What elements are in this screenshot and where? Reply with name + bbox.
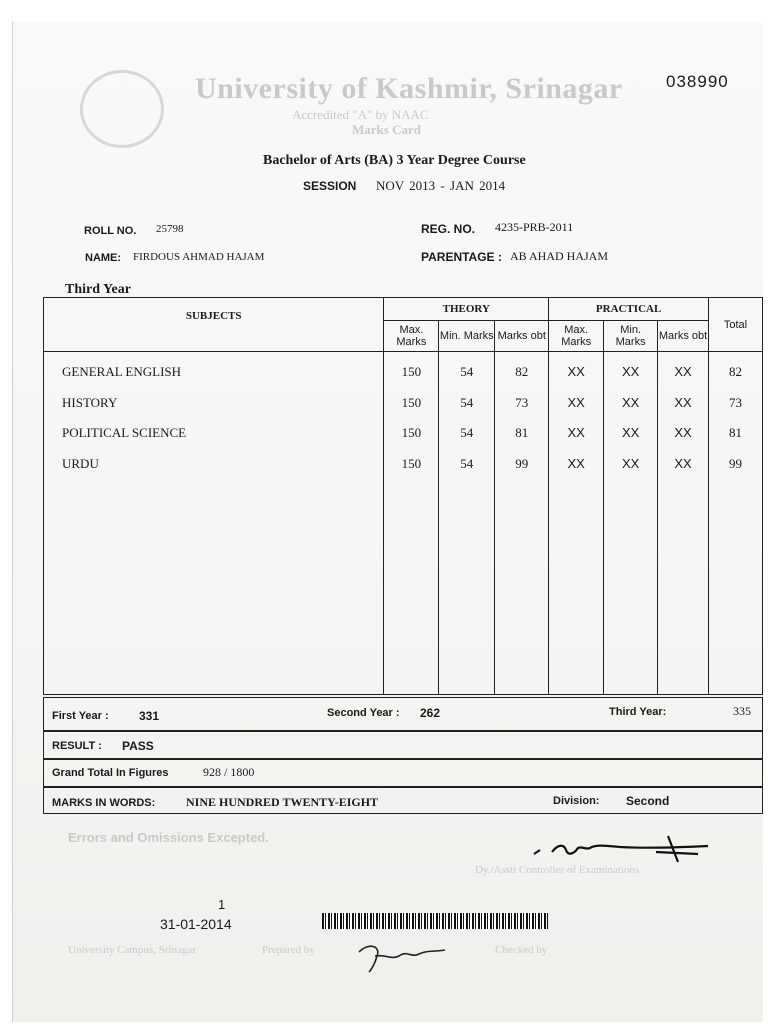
subjects-column — [44, 352, 384, 695]
name-label: NAME: — [85, 252, 122, 264]
parentage-label: PARENTAGE : — [421, 250, 502, 264]
theory-min-marks-header: Min. Marks — [439, 321, 495, 352]
practical-obt-value: XX — [674, 364, 692, 379]
second-year-value: 262 — [420, 706, 441, 720]
first-year-label: First Year : — [52, 710, 109, 722]
subjects-header: SUBJECTS — [44, 298, 384, 352]
theory-obt-value: 99 — [515, 455, 529, 471]
controller-title: Dy./Asstt Controller of Examinations — [475, 864, 640, 876]
accreditation: Accredited "A" by NAAC — [292, 107, 429, 122]
theory-header: THEORY — [384, 298, 549, 321]
parentage-value: AB AHAD HAJAM — [510, 249, 609, 263]
subject-name: GENERAL ENGLISH — [62, 364, 182, 379]
prepared-by-label: Prepared by — [262, 944, 315, 956]
card-type: Marks Card — [352, 122, 421, 137]
university-seal-icon — [80, 70, 164, 148]
marks-table — [43, 297, 763, 695]
grand-total-value: 928 / 1800 — [203, 765, 255, 779]
theory-obt-value: 81 — [515, 425, 529, 440]
practical-min-value: XX — [621, 394, 640, 410]
place-text: University Campus, Srinagar — [68, 944, 197, 956]
second-year-label: Second Year : — [327, 707, 400, 719]
practical-max-column — [549, 352, 604, 695]
practical-max-value: XX — [567, 425, 585, 440]
theory-marks-obt-header: Marks obt — [495, 321, 549, 352]
practical-max-marks-header: Max. Marks — [549, 321, 604, 352]
practical-min-value: XX — [621, 455, 640, 471]
total-value: 99 — [729, 455, 742, 471]
checked-by-label: Checked by — [495, 944, 548, 956]
theory-max-marks-header: Max. Marks — [384, 321, 439, 352]
total-column — [709, 352, 763, 695]
third-year-label: Third Year: — [609, 706, 667, 718]
practical-header: PRACTICAL — [549, 298, 709, 321]
prepared-by-signature-icon — [355, 938, 450, 978]
year-label: Third Year — [65, 282, 131, 297]
practical-obt-value: XX — [674, 394, 692, 410]
theory-min-value: 54 — [460, 394, 474, 410]
theory-min-column — [439, 352, 495, 695]
practical-min-marks-header: Min. Marks — [604, 321, 658, 352]
name-value: FIRDOUS AHMAD HAJAM — [133, 251, 265, 263]
practical-obt-value: XX — [674, 455, 692, 471]
practical-max-value: XX — [567, 455, 585, 471]
theory-obt-value: 82 — [515, 364, 529, 379]
theory-obt-value: 73 — [515, 394, 529, 410]
theory-max-value: 150 — [401, 455, 422, 471]
notification-number: 1 — [218, 897, 226, 912]
practical-max-value: XX — [567, 394, 585, 410]
division-label: Division: — [553, 795, 600, 807]
errors-notice: Errors and Omissions Excepted. — [68, 830, 269, 845]
subject-name: HISTORY — [62, 394, 118, 410]
first-year-value: 331 — [139, 709, 160, 723]
roll-value: 25798 — [156, 223, 184, 235]
practical-min-value: XX — [621, 364, 640, 379]
theory-max-value: 150 — [401, 425, 422, 440]
practical-min-column — [604, 352, 658, 695]
total-value: 73 — [729, 394, 742, 410]
result-value: PASS — [122, 739, 154, 753]
practical-max-value: XX — [567, 364, 585, 379]
marks-in-words-label: MARKS IN WORDS: — [52, 797, 156, 809]
controller-signature-icon — [528, 832, 718, 866]
division-value: Second — [626, 794, 670, 808]
issue-date: 31-01-2014 — [160, 916, 232, 932]
theory-obt-column — [495, 352, 549, 695]
course-title: Bachelor of Arts (BA) 3 Year Degree Course — [263, 153, 526, 168]
session-value: NOV 2013 - JAN 2014 — [376, 178, 506, 193]
theory-min-value: 54 — [460, 455, 474, 471]
theory-max-value: 150 — [401, 394, 422, 410]
reg-label: REG. NO. — [421, 222, 476, 236]
theory-max-value: 150 — [401, 364, 422, 379]
practical-obt-column — [658, 352, 709, 695]
practical-min-value: XX — [621, 425, 640, 440]
subject-name: POLITICAL SCIENCE — [62, 425, 187, 440]
reg-value: 4235-PRB-2011 — [495, 220, 574, 234]
third-year-value: 335 — [733, 704, 751, 718]
total-value: 81 — [729, 425, 742, 440]
document-number: 038990 — [666, 72, 729, 91]
grand-total-label: Grand Total In Figures — [52, 767, 169, 779]
session-label: SESSION — [303, 179, 357, 193]
roll-label: ROLL NO. — [84, 225, 137, 237]
total-value: 82 — [729, 364, 742, 379]
subject-name: URDU — [62, 455, 99, 471]
practical-marks-obt-header: Marks obt — [658, 321, 709, 352]
theory-max-column — [384, 352, 439, 695]
theory-min-value: 54 — [460, 425, 474, 440]
theory-min-value: 54 — [460, 364, 474, 379]
university-name: University of Kashmir, Srinagar — [195, 72, 623, 105]
marks-in-words-value: NINE HUNDRED TWENTY-EIGHT — [186, 795, 379, 809]
barcode-icon — [322, 913, 548, 929]
practical-obt-value: XX — [674, 425, 692, 440]
result-label: RESULT : — [52, 740, 102, 752]
total-header: Total — [709, 298, 763, 352]
